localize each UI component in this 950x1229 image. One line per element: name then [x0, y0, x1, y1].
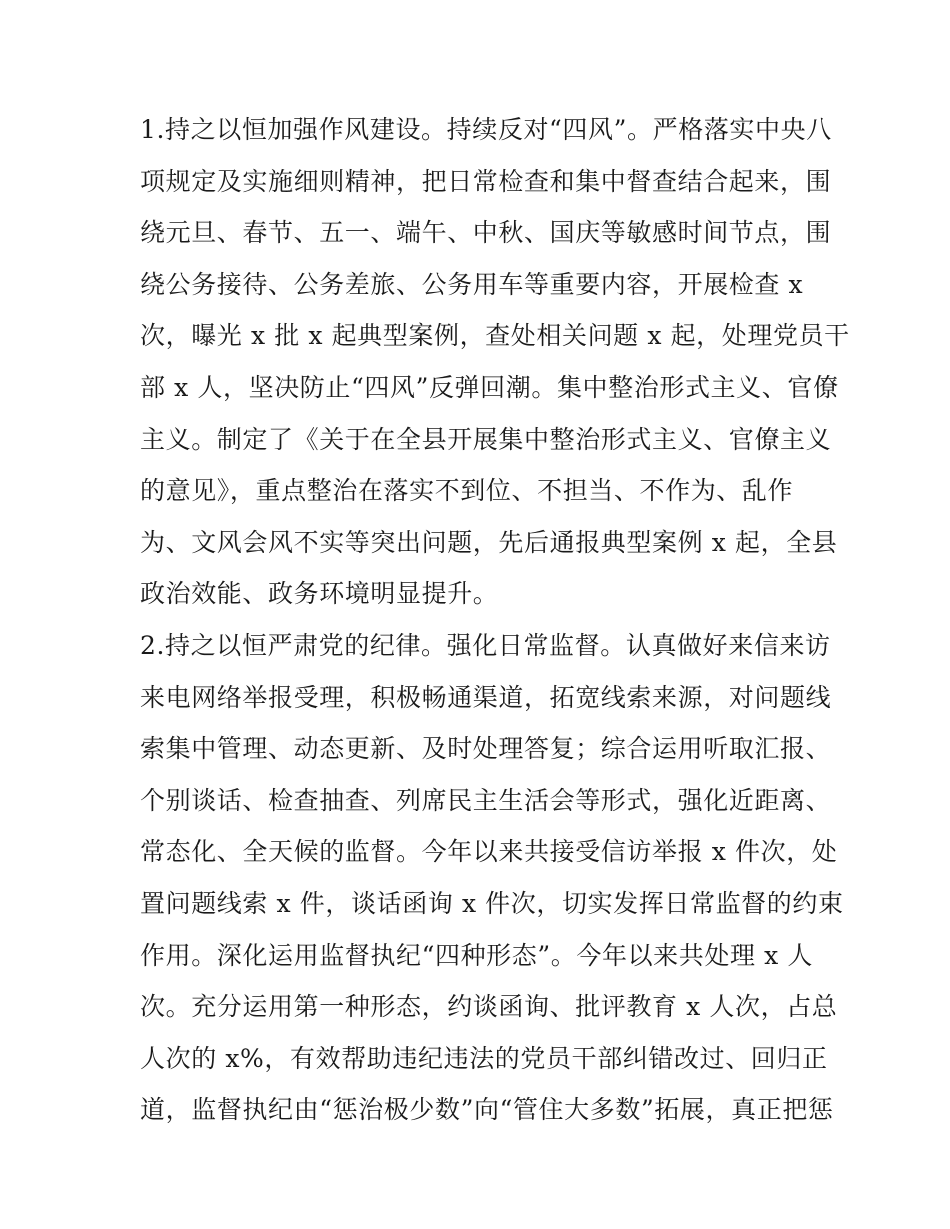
text-line: 道，监督执纪由“惩治极少数”向“管住大多数”拓展，真正把惩 — [140, 1095, 834, 1125]
text-line: 部 x 人，坚决防止“四风”反弹回潮。集中整治形式主义、官僚 — [140, 372, 839, 402]
text-line: 次，曝光 x 批 x 起典型案例，查处相关问题 x 起，处理党员干 — [140, 321, 850, 351]
text-line: 绕元旦、春节、五一、端午、中秋、国庆等敏感时间节点，围 — [140, 218, 832, 248]
text-line: 2.持之以恒严肃党的纪律。强化日常监督。认真做好来信来访 — [140, 630, 831, 660]
text-line: 作用。深化运用监督执纪“四种形态”。今年以来共处理 x 人 — [140, 940, 813, 970]
text-line: 常态化、全天候的监督。今年以来共接受信访举报 x 件次，处 — [140, 837, 838, 867]
text-line: 项规定及实施细则精神，把日常检查和集中督查结合起来，围 — [140, 166, 832, 196]
text-line: 绕公务接待、公务差旅、公务用车等重要内容，开展检查 x — [140, 269, 804, 299]
text-line: 政治效能、政务环境明显提升。 — [140, 579, 499, 609]
body-text — [140, 104, 850, 1136]
text-line: 来电网络举报受理，积极畅通渠道，拓宽线索来源，对问题线 — [140, 682, 832, 712]
text-line: 人次的 x%，有效帮助违纪违法的党员干部纠错改过、回归正 — [140, 1043, 828, 1073]
text-line: 次。充分运用第一种形态，约谈函询、批评教育 x 人次，占总 — [140, 992, 838, 1022]
text-line: 的意见》，重点整治在落实不到位、不担当、不作为、乱作 — [140, 476, 794, 506]
text-line: 索集中管理、动态更新、及时处理答复；综合运用听取汇报、 — [140, 734, 832, 764]
text-line: 置问题线索 x 件，谈话函询 x 件次，切实发挥日常监督的约束 — [140, 888, 844, 918]
text-line: 1.持之以恒加强作风建设。持续反对“四风”。严格落实中央八 — [140, 115, 832, 144]
text-line: 主义。制定了《关于在全县开展集中整治形式主义、官僚主义 — [140, 424, 832, 454]
text-line: 为、文风会风不实等突出问题，先后通报典型案例 x 起，全县 — [140, 527, 838, 557]
text-line: 个别谈话、检查抽查、列席民主生活会等形式，强化近距离、 — [140, 785, 832, 815]
